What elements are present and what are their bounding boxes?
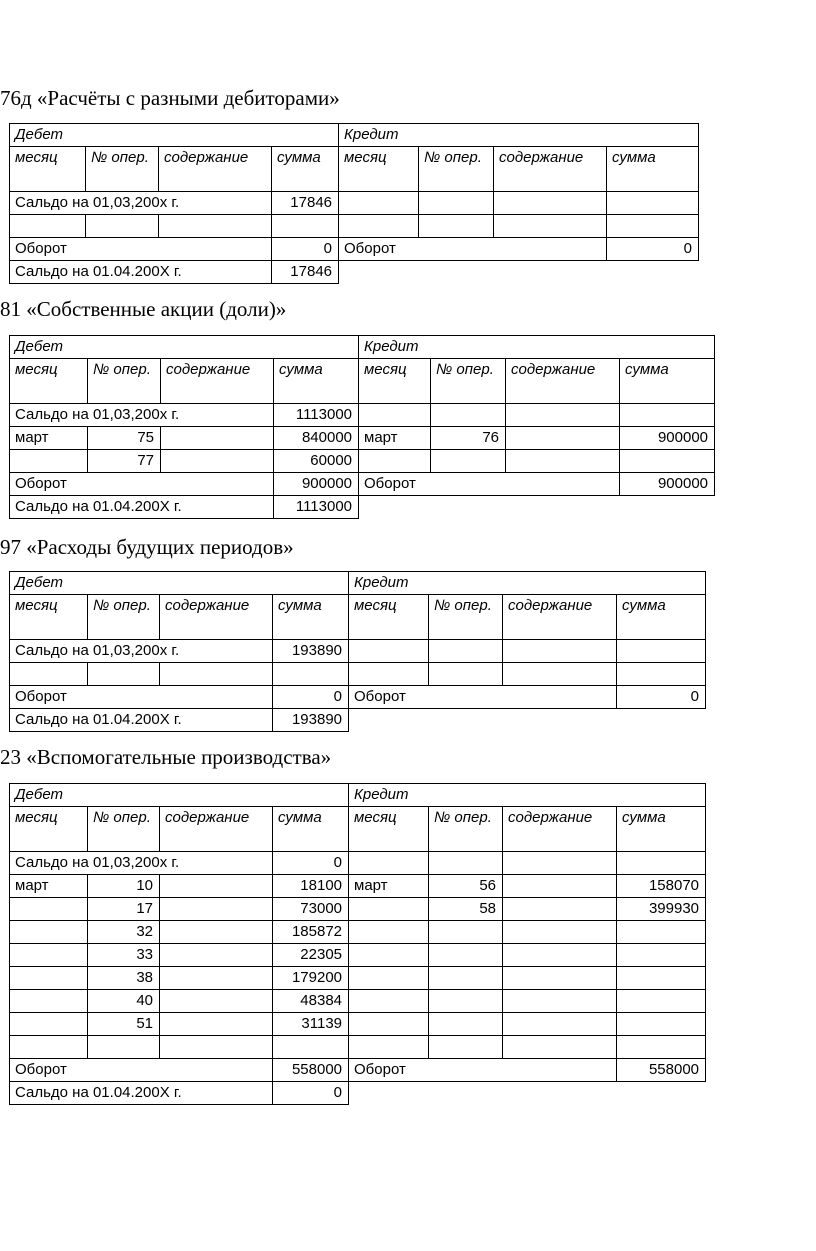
credit-turnover-label: Оборот	[349, 1059, 617, 1082]
debit-amount: 185872	[273, 921, 349, 944]
credit-op-no	[429, 967, 503, 990]
credit-month	[349, 1013, 429, 1036]
opening-balance: 193890	[273, 640, 349, 663]
col-content: содержание	[506, 359, 620, 404]
col-amount: сумма	[617, 807, 706, 852]
debit-op-no: 33	[88, 944, 160, 967]
col-op-no: № опер.	[419, 147, 494, 192]
credit-amount	[617, 967, 706, 990]
debit-op-no: 77	[88, 450, 161, 473]
credit-header: Кредит	[349, 784, 706, 807]
table-row	[10, 1036, 706, 1059]
col-amount: сумма	[274, 359, 359, 404]
debit-month	[10, 898, 88, 921]
credit-amount	[617, 990, 706, 1013]
table-row	[10, 663, 706, 686]
col-amount: сумма	[620, 359, 715, 404]
debit-op-no: 10	[88, 875, 160, 898]
credit-amount	[620, 450, 715, 473]
credit-op-no	[431, 450, 506, 473]
credit-op-no	[429, 1013, 503, 1036]
col-content: содержание	[159, 147, 272, 192]
closing-balance-label: Сальдо на 01.04.200Х г.	[10, 1082, 273, 1105]
col-content: содержание	[160, 807, 273, 852]
col-op-no: № опер.	[431, 359, 506, 404]
col-content: содержание	[160, 595, 273, 640]
account-table	[9, 335, 715, 519]
credit-month	[349, 944, 429, 967]
debit-turnover-label: Оборот	[10, 686, 273, 709]
opening-balance-label: Сальдо на 01,03,200х г.	[10, 404, 274, 427]
credit-header: Кредит	[349, 572, 706, 595]
table-row	[10, 875, 706, 898]
credit-amount: 900000	[620, 427, 715, 450]
credit-month	[349, 921, 429, 944]
account-title: 97 «Расходы будущих периодов»	[0, 535, 294, 559]
credit-amount: 399930	[617, 898, 706, 921]
credit-turnover-label: Оборот	[349, 686, 617, 709]
debit-turnover-label: Оборот	[10, 1059, 273, 1082]
debit-op-no: 75	[88, 427, 161, 450]
debit-month	[10, 450, 88, 473]
col-op-no: № опер.	[88, 595, 160, 640]
debit-amount: 18100	[273, 875, 349, 898]
credit-month	[349, 990, 429, 1013]
closing-balance: 193890	[273, 709, 349, 732]
debit-header: Дебет	[10, 336, 359, 359]
opening-balance-label: Сальдо на 01,03,200х г.	[10, 192, 272, 215]
credit-op-no	[429, 990, 503, 1013]
credit-turnover: 558000	[617, 1059, 706, 1082]
credit-turnover-label: Оборот	[339, 238, 607, 261]
debit-month	[10, 990, 88, 1013]
col-month: месяц	[10, 359, 88, 404]
credit-turnover: 900000	[620, 473, 715, 496]
col-month: месяц	[10, 147, 86, 192]
credit-month	[359, 450, 431, 473]
credit-op-no	[429, 944, 503, 967]
credit-op-no	[429, 921, 503, 944]
col-month: месяц	[349, 807, 429, 852]
closing-balance: 1113000	[274, 496, 359, 519]
col-amount: сумма	[273, 807, 349, 852]
closing-balance-label: Сальдо на 01.04.200Х г.	[10, 709, 273, 732]
debit-op-no: 17	[88, 898, 160, 921]
table-row	[10, 427, 715, 450]
opening-balance-label: Сальдо на 01,03,200х г.	[10, 640, 273, 663]
table-row	[10, 450, 715, 473]
col-content: содержание	[503, 595, 617, 640]
debit-header: Дебет	[10, 784, 349, 807]
col-month: месяц	[339, 147, 419, 192]
credit-amount: 158070	[617, 875, 706, 898]
debit-turnover-label: Оборот	[10, 238, 272, 261]
debit-op-no: 38	[88, 967, 160, 990]
col-content: содержание	[161, 359, 274, 404]
col-amount: сумма	[617, 595, 706, 640]
debit-month: март	[10, 875, 88, 898]
credit-turnover: 0	[607, 238, 699, 261]
account-title: 81 «Собственные акции (доли)»	[0, 297, 287, 321]
credit-turnover-label: Оборот	[359, 473, 620, 496]
col-amount: сумма	[607, 147, 699, 192]
col-op-no: № опер.	[88, 807, 160, 852]
table-row	[10, 990, 706, 1013]
col-op-no: № опер.	[88, 359, 161, 404]
debit-month	[10, 1013, 88, 1036]
table-row	[10, 921, 706, 944]
debit-turnover: 900000	[274, 473, 359, 496]
credit-month	[349, 967, 429, 990]
account-title: 76д «Расчёты с разными дебиторами»	[0, 86, 340, 110]
closing-balance-label: Сальдо на 01.04.200Х г.	[10, 496, 274, 519]
debit-turnover-label: Оборот	[10, 473, 274, 496]
closing-balance: 17846	[272, 261, 339, 284]
credit-month	[349, 898, 429, 921]
col-amount: сумма	[272, 147, 339, 192]
credit-turnover: 0	[617, 686, 706, 709]
opening-balance: 0	[273, 852, 349, 875]
credit-header: Кредит	[339, 124, 699, 147]
account-table	[9, 571, 706, 732]
credit-amount	[617, 921, 706, 944]
debit-amount: 840000	[274, 427, 359, 450]
debit-turnover: 0	[273, 686, 349, 709]
account-table	[9, 123, 699, 284]
credit-amount	[617, 1013, 706, 1036]
col-month: месяц	[10, 595, 88, 640]
table-row	[10, 898, 706, 921]
debit-month: март	[10, 427, 88, 450]
col-amount: сумма	[273, 595, 349, 640]
opening-balance: 1113000	[274, 404, 359, 427]
debit-amount: 179200	[273, 967, 349, 990]
col-op-no: № опер.	[429, 807, 503, 852]
debit-turnover: 558000	[273, 1059, 349, 1082]
col-month: месяц	[349, 595, 429, 640]
debit-amount: 22305	[273, 944, 349, 967]
col-content: содержание	[494, 147, 607, 192]
debit-amount: 73000	[273, 898, 349, 921]
account-table	[9, 783, 706, 1105]
debit-month	[10, 944, 88, 967]
closing-balance-label: Сальдо на 01.04.200Х г.	[10, 261, 272, 284]
credit-month: март	[349, 875, 429, 898]
col-op-no: № опер.	[429, 595, 503, 640]
account-title: 23 «Вспомогательные производства»	[0, 745, 332, 769]
debit-amount: 31139	[273, 1013, 349, 1036]
col-month: месяц	[359, 359, 431, 404]
table-row	[10, 215, 699, 238]
credit-amount	[617, 944, 706, 967]
credit-month: март	[359, 427, 431, 450]
debit-month	[10, 967, 88, 990]
col-content: содержание	[503, 807, 617, 852]
credit-op-no: 76	[431, 427, 506, 450]
closing-balance: 0	[273, 1082, 349, 1105]
debit-amount: 48384	[273, 990, 349, 1013]
debit-month	[10, 921, 88, 944]
credit-header: Кредит	[359, 336, 715, 359]
debit-header: Дебет	[10, 124, 339, 147]
debit-op-no: 51	[88, 1013, 160, 1036]
col-op-no: № опер.	[86, 147, 159, 192]
debit-amount: 60000	[274, 450, 359, 473]
debit-op-no: 32	[88, 921, 160, 944]
opening-balance: 17846	[272, 192, 339, 215]
table-row	[10, 1013, 706, 1036]
debit-header: Дебет	[10, 572, 349, 595]
debit-op-no: 40	[88, 990, 160, 1013]
credit-op-no: 56	[429, 875, 503, 898]
credit-op-no: 58	[429, 898, 503, 921]
col-month: месяц	[10, 807, 88, 852]
table-row	[10, 967, 706, 990]
debit-turnover: 0	[272, 238, 339, 261]
opening-balance-label: Сальдо на 01,03,200х г.	[10, 852, 273, 875]
table-row	[10, 944, 706, 967]
